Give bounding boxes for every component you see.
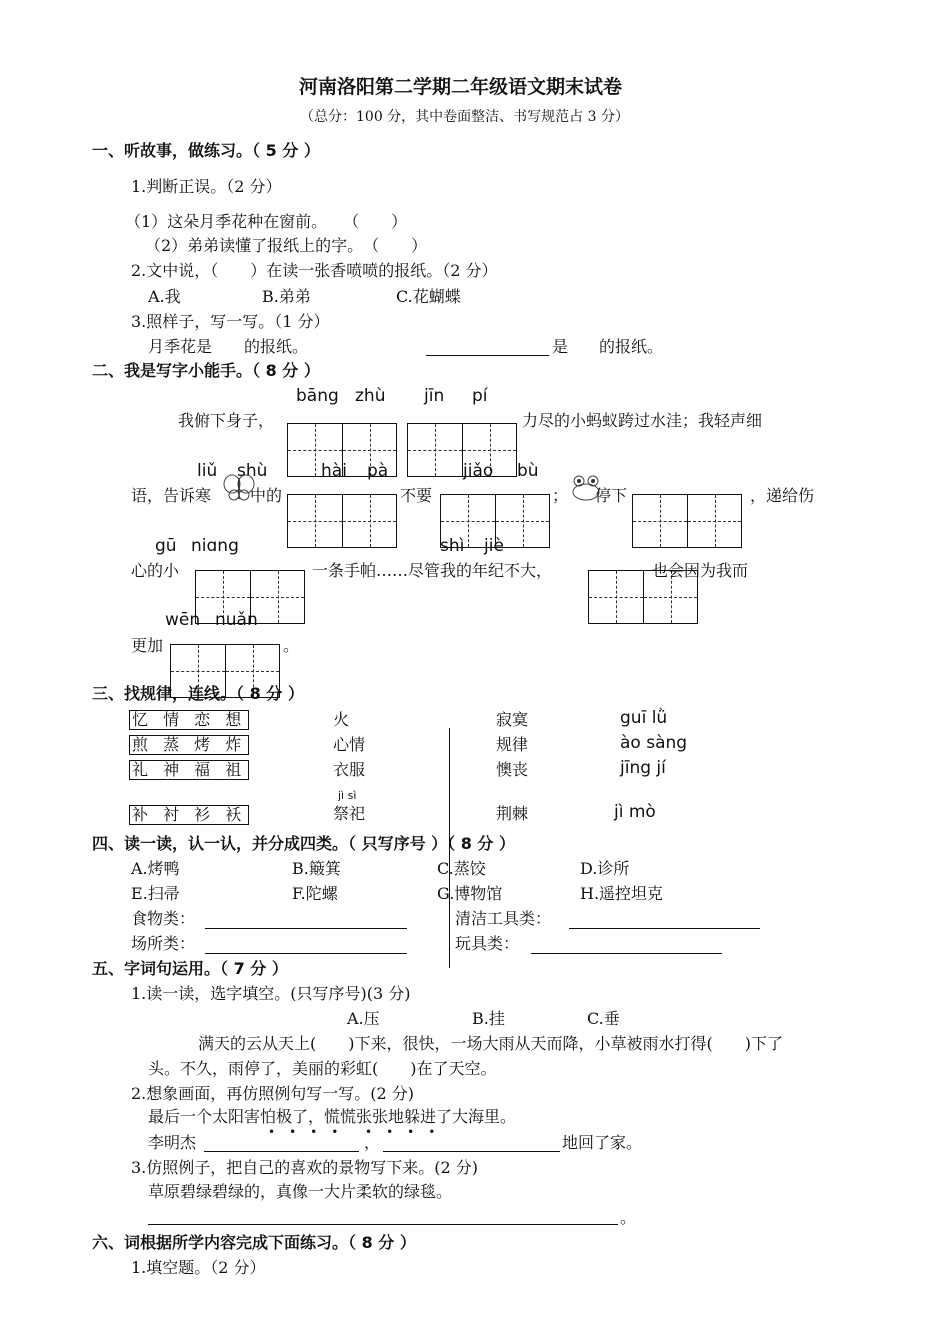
s4-item-h: H.遥控坦克 — [580, 884, 664, 903]
s4-item-f: F.陀螺 — [292, 884, 338, 903]
s3-pinyin-1[interactable]: guī lǜ — [620, 708, 668, 728]
s5-q2-a: 李明杰 — [148, 1133, 197, 1152]
s4-food-answer-line[interactable] — [205, 928, 407, 929]
s5-q2-answer-line-1[interactable] — [204, 1151, 359, 1152]
s5-q1-option-c: C.垂 — [587, 1009, 620, 1028]
s3-right-3[interactable]: 懊丧 — [496, 760, 529, 779]
s1-q3-example: 月季花是 的报纸。 — [148, 337, 309, 356]
page-subtitle: （总分：100 分，其中卷面整洁、书写规范占 3 分） — [300, 109, 629, 125]
pinyin-jin: jīn — [424, 386, 445, 406]
pinyin-niang: niɑng — [191, 536, 239, 556]
s5-question-1: 1.读一读，选字填空。(只写序号)(3 分) — [131, 984, 411, 1003]
writing-grid-haipa[interactable] — [287, 494, 397, 548]
s4-item-c: C.蒸饺 — [437, 859, 486, 878]
s4-place-answer-line[interactable] — [205, 953, 407, 954]
s3-pinyin-2[interactable]: ào sàng — [620, 733, 688, 753]
s5-q3-answer-line[interactable] — [148, 1224, 618, 1225]
s5-q3-example: 草原碧绿碧绿的，真像一大片柔软的绿毯。 — [148, 1182, 453, 1201]
s3-pinyin-3[interactable]: jīng jí — [620, 758, 666, 778]
s2-line2-c: 不要 — [400, 486, 433, 505]
s4-food-label: 食物类： — [131, 909, 196, 928]
s1-question-1: 1.判断正误。（2 分） — [131, 177, 282, 196]
pinyin-bu: bù — [517, 461, 539, 481]
s5-q1-line-1: 满天的云从天上( )下来，很快，一场大雨从天而降，小草被雨水打得( )下了 — [198, 1034, 783, 1053]
s5-q2-emphasis-dots-1: •••• — [268, 1125, 353, 1139]
pinyin-pi: pí — [472, 386, 488, 406]
s1-question-2: 2.文中说，（ ）在读一张香喷喷的报纸。（2 分） — [131, 261, 498, 280]
s1-question-1a: （1）这朵月季花种在窗前。 （ ） — [125, 212, 408, 231]
s4-clean-answer-line[interactable] — [569, 928, 760, 929]
s3-left-group-2[interactable]: 煎 蒸 烤 炸 — [129, 735, 249, 755]
pinyin-zhu: zhù — [355, 386, 386, 406]
s3-mid-2[interactable]: 心情 — [333, 735, 366, 754]
pinyin-jie: jiè — [484, 536, 504, 556]
s3-right-1[interactable]: 寂寞 — [496, 710, 529, 729]
s2-line3-c: 也会因为我而 — [652, 561, 749, 580]
s4-item-g: G.博物馆 — [437, 884, 503, 903]
s5-q2-b: ， — [364, 1133, 381, 1152]
s2-line1-a: 我俯下身子， — [178, 411, 275, 430]
s5-q2-answer-line-2[interactable] — [383, 1151, 560, 1152]
pinyin-liu: liǔ — [197, 461, 218, 481]
s1-question-1b: （2）弟弟读懂了报纸上的字。 （ ） — [145, 236, 428, 255]
section-3-heading: 三、找规律，连线。（ 8 分 ） — [92, 684, 304, 703]
s2-line2-a: 语，告诉寒 — [131, 486, 212, 505]
s1-question-3: 3.照样子，写一写。（1 分） — [131, 312, 330, 331]
s5-q3-end: 。 — [620, 1208, 637, 1227]
s3-left-group-1[interactable]: 忆 情 恋 想 — [129, 710, 249, 730]
s1-q2-option-b: B.弟弟 — [262, 287, 311, 306]
writing-grid-liushu[interactable] — [632, 494, 742, 548]
s2-line3-b: 一条手帕……尽管我的年纪不大， — [312, 561, 553, 580]
s5-q1-option-b: B.挂 — [472, 1009, 505, 1028]
s3-mid-1[interactable]: 火 — [333, 710, 350, 729]
s2-line3-a: 心的小 — [131, 561, 180, 580]
s2-line4-a: 更加 — [131, 636, 164, 655]
section-5-heading: 五、字词句运用。（ 7 分 ） — [92, 959, 288, 978]
s5-q1-option-a: A.压 — [347, 1009, 380, 1028]
s5-q2-example: 最后一个太阳害怕极了，慌慌张张地躲进了大海里。 — [148, 1107, 517, 1126]
s5-question-2: 2.想象画面，再仿照例句写一写。(2 分) — [131, 1084, 415, 1103]
s3-pinyin-4[interactable]: jì mò — [614, 802, 656, 822]
pinyin-pa: pà — [367, 461, 389, 481]
pinyin-jiao: jiǎo — [463, 461, 494, 481]
s2-line2-b: 中的 — [250, 486, 283, 505]
s3-left-group-3[interactable]: 礼 神 福 祖 — [129, 760, 249, 780]
section-1-heading: 一、听故事，做练习。（ 5 分 ） — [92, 141, 320, 160]
s4-place-label: 场所类： — [131, 934, 196, 953]
pinyin-wen: wēn — [165, 610, 201, 630]
pinyin-gu: gū — [155, 536, 177, 556]
s1-q3-tail: 的报纸。 — [599, 337, 664, 356]
page-title: 河南洛阳第二学期二年级语文期末试卷 — [299, 76, 623, 98]
s5-q2-emphasis-dots-2: •••• — [365, 1125, 450, 1139]
section-2-heading: 二、我是写字小能手。（ 8 分 ） — [92, 361, 320, 380]
s2-line4-b: 。 — [283, 636, 300, 655]
s2-line2-f: ，递给伤 — [750, 486, 815, 505]
s4-clean-label: 清洁工具类： — [455, 909, 552, 928]
s5-question-3: 3.仿照例子，把自己的喜欢的景物写下来。(2 分) — [131, 1158, 479, 1177]
pinyin-shu: shù — [237, 461, 268, 481]
pinyin-shi: shì — [440, 536, 465, 556]
s1-q3-is: 是 — [552, 337, 569, 356]
s1-q3-answer-line[interactable] — [426, 355, 549, 356]
pinyin-bang: bāng — [296, 386, 339, 406]
pinyin-nuan: nuǎn — [215, 610, 258, 630]
s4-item-b: B.簸箕 — [292, 859, 341, 878]
s5-q1-line-2: 头。不久，雨停了，美丽的彩虹( )在了天空。 — [148, 1059, 497, 1078]
s2-line1-b: 力尽的小蚂蚁跨过水洼；我轻声细 — [522, 411, 763, 430]
s5-q2-c: 地回了家。 — [562, 1133, 643, 1152]
s4-item-d: D.诊所 — [580, 859, 630, 878]
section-6-heading: 六、词根据所学内容完成下面练习。（ 8 分 ） — [92, 1233, 416, 1252]
s2-line2-d: ； — [552, 486, 569, 505]
s4-item-a: A.烤鸭 — [131, 859, 180, 878]
s3-mid-4[interactable]: 祭祀 — [333, 804, 366, 823]
s4-item-e: E.扫帚 — [131, 884, 180, 903]
s3-right-4[interactable]: 荆棘 — [496, 804, 529, 823]
s3-right-2[interactable]: 规律 — [496, 735, 529, 754]
s4-toy-answer-line[interactable] — [531, 953, 722, 954]
s3-left-group-4[interactable]: 补 衬 衫 袄 — [129, 805, 249, 825]
pinyin-hai: hài — [321, 461, 347, 481]
section-4-heading: 四、读一读，认一认，并分成四类。（ 只写序号 ）（ 8 分 ） — [92, 834, 515, 853]
s1-q2-option-a: A.我 — [148, 287, 181, 306]
s3-mid-3[interactable]: 衣服 — [333, 760, 366, 779]
writing-grid-jinpi[interactable] — [407, 423, 517, 477]
s6-question-1: 1.填空题。（2 分） — [131, 1258, 266, 1277]
s2-line2-e: 停下 — [595, 486, 628, 505]
s3-mid-pinyin-jisi: jì sì — [338, 789, 357, 802]
s4-toy-label: 玩具类： — [455, 934, 520, 953]
s1-q2-option-c: C.花蝴蝶 — [396, 287, 461, 306]
